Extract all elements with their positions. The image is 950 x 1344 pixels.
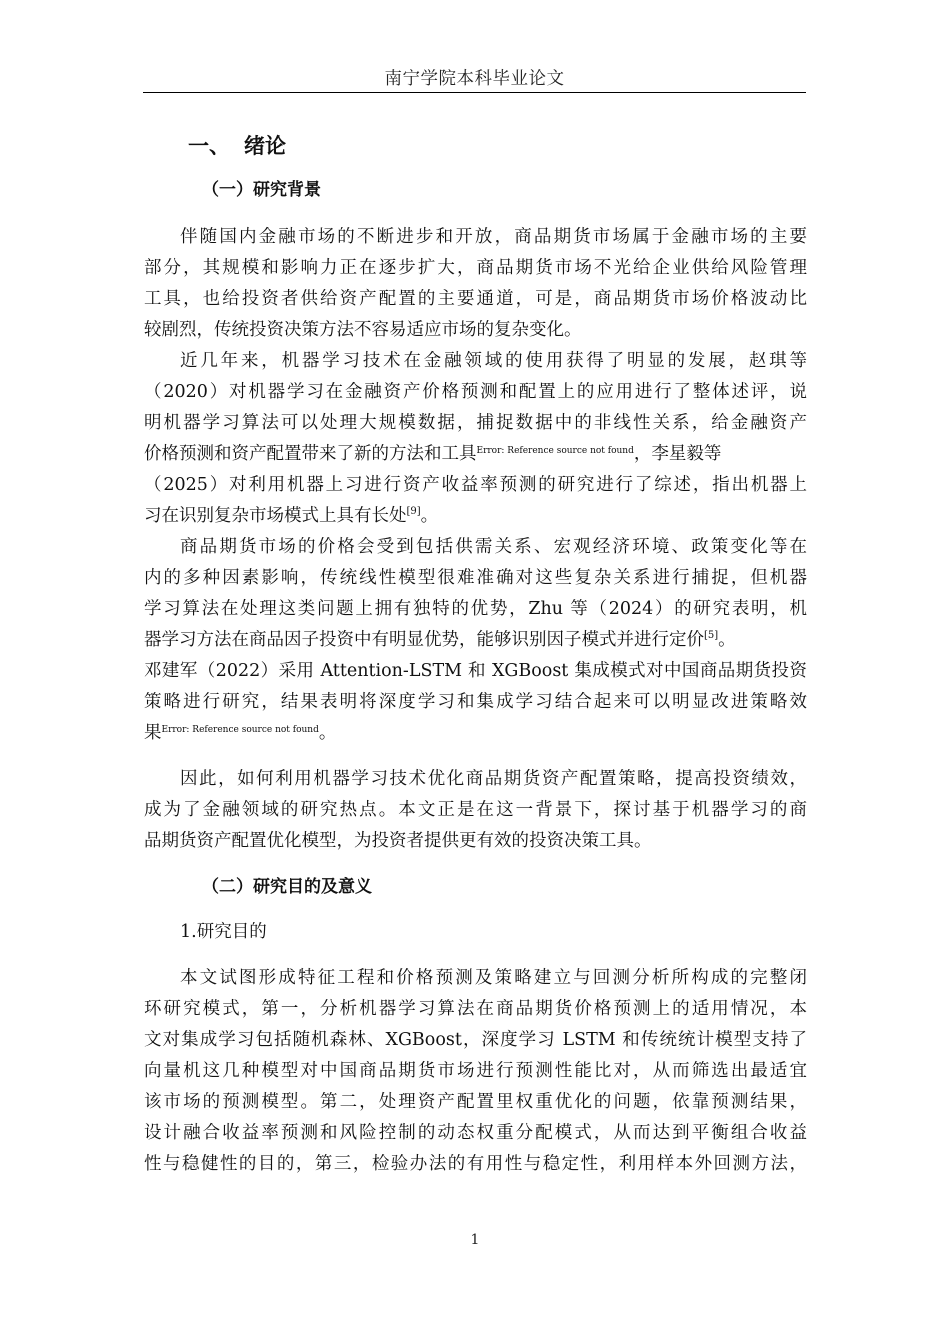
chapter-title: 绪论 — [244, 134, 286, 158]
p3-line-5: 邓建军（2022）采用 Attention-LSTM 和 XGBoost 集成模式对中国商品期货投资 — [144, 661, 807, 681]
p3-line-2: 内的多种因素影响，传统线性模型很难准确对这些复杂关系进行捕捉，但机器 — [144, 568, 807, 588]
p5-line-2: 环研究模式，第一，分析机器学习算法在商品期货价格预测上的适用情况，本 — [144, 999, 807, 1019]
p5-line-5: 该市场的预测模型。第二，处理资产配置里权重优化的问题，依靠预测结果， — [144, 1092, 807, 1112]
citation-marker: [5] — [704, 630, 719, 641]
reference-error: Error: Reference source not found — [161, 725, 319, 735]
p3-line-1: 商品期货市场的价格会受到包括供需关系、宏观经济环境、政策变化等在 — [180, 537, 807, 557]
p4-line-1: 因此，如何利用机器学习技术优化商品期货资产配置策略，提高投资绩效， — [180, 769, 807, 789]
p3-line-3: 学习算法在处理这类问题上拥有独特的优势，Zhu 等（2024）的研究表明，机 — [144, 599, 807, 619]
p5-line-4: 向量机这几种模型对中国商品期货市场进行预测性能比对，从而筛选出最适宜 — [144, 1061, 807, 1081]
header-rule — [143, 92, 806, 93]
p5-line-6: 设计融合收益率预测和风险控制的动态权重分配模式，从而达到平衡组合收益 — [144, 1123, 807, 1143]
section-heading-background: （一）研究背景 — [202, 180, 321, 200]
p2-line-6-text-a: 习在识别复杂市场模式上具有长处 — [144, 506, 407, 526]
p1-line-1: 伴随国内金融市场的不断进步和开放，商品期货市场属于金融市场的主要 — [180, 227, 807, 247]
page-number: 1 — [470, 1232, 480, 1248]
p1-line-3: 工具，也给投资者供给资产配置的主要通道，可是，商品期货市场价格波动比 — [144, 289, 807, 309]
p5-line-7: 性与稳健性的目的，第三，检验办法的有用性与稳定性，利用样本外回测方法， — [144, 1154, 807, 1174]
subsection-heading: 1.研究目的 — [180, 922, 267, 942]
p2-line-3: 明机器学习算法可以处理大规模数据，捕捉数据中的非线性关系，给金融资产 — [144, 413, 807, 433]
p3-line-7-text-b: 。 — [318, 723, 337, 743]
chapter-number: 一、 — [188, 134, 230, 158]
p4-line-3: 品期货资产配置优化模型，为投资者提供更有效的投资决策工具。 — [144, 831, 652, 851]
citation-marker: [9] — [406, 506, 421, 517]
running-head: 南宁学院本科毕业论文 — [384, 69, 565, 89]
p2-line-4-text-a: 价格预测和资产配置带来了新的方法和工具 — [144, 444, 477, 464]
p2-line-4-text-b: ，李星毅等 — [633, 444, 722, 464]
section-heading-purpose: （二）研究目的及意义 — [202, 877, 372, 897]
p2-line-2: （2020）对机器学习在金融资产价格预测和配置上的应用进行了整体述评，说 — [144, 382, 807, 402]
p2-line-1: 近几年来，机器学习技术在金融领域的使用获得了明显的发展，赵琪等 — [180, 351, 807, 371]
p3-line-4 — [144, 625, 807, 655]
p5-line-1: 本文试图形成特征工程和价格预测及策略建立与回测分析所构成的完整闭 — [180, 968, 807, 988]
p3-line-4-text-a: 器学习方法在商品因子投资中有明显优势，能够识别因子模式并进行定价 — [144, 630, 704, 650]
p2-line-4 — [144, 439, 807, 469]
reference-error: Error: Reference source not found — [476, 446, 634, 456]
p3-line-4-text-b: 。 — [718, 630, 736, 650]
p3-line-6: 策略进行研究，结果表明将深度学习和集成学习结合起来可以明显改进策略效 — [144, 692, 807, 712]
p3-line-7-text-a: 果 — [144, 723, 162, 743]
p2-line-6 — [144, 501, 807, 531]
chapter-heading — [188, 130, 286, 162]
p3-line-7 — [144, 718, 807, 748]
p2-line-5: （2025）对利用机器上习进行资产收益率预测的研究进行了综述，指出机器上 — [144, 475, 807, 495]
p1-line-2: 部分，其规模和影响力正在逐步扩大，商品期货市场不光给企业供给风险管理 — [144, 258, 807, 278]
p4-line-2: 成为了金融领域的研究热点。本文正是在这一背景下，探讨基于机器学习的商 — [144, 800, 807, 820]
p2-line-6-text-b: 。 — [420, 506, 439, 526]
p1-line-4: 较剧烈，传统投资决策方法不容易适应市场的复杂变化。 — [144, 320, 582, 340]
p5-line-3: 文对集成学习包括随机森林、XGBoost，深度学习 LSTM 和传统统计模型支持了 — [144, 1030, 807, 1050]
